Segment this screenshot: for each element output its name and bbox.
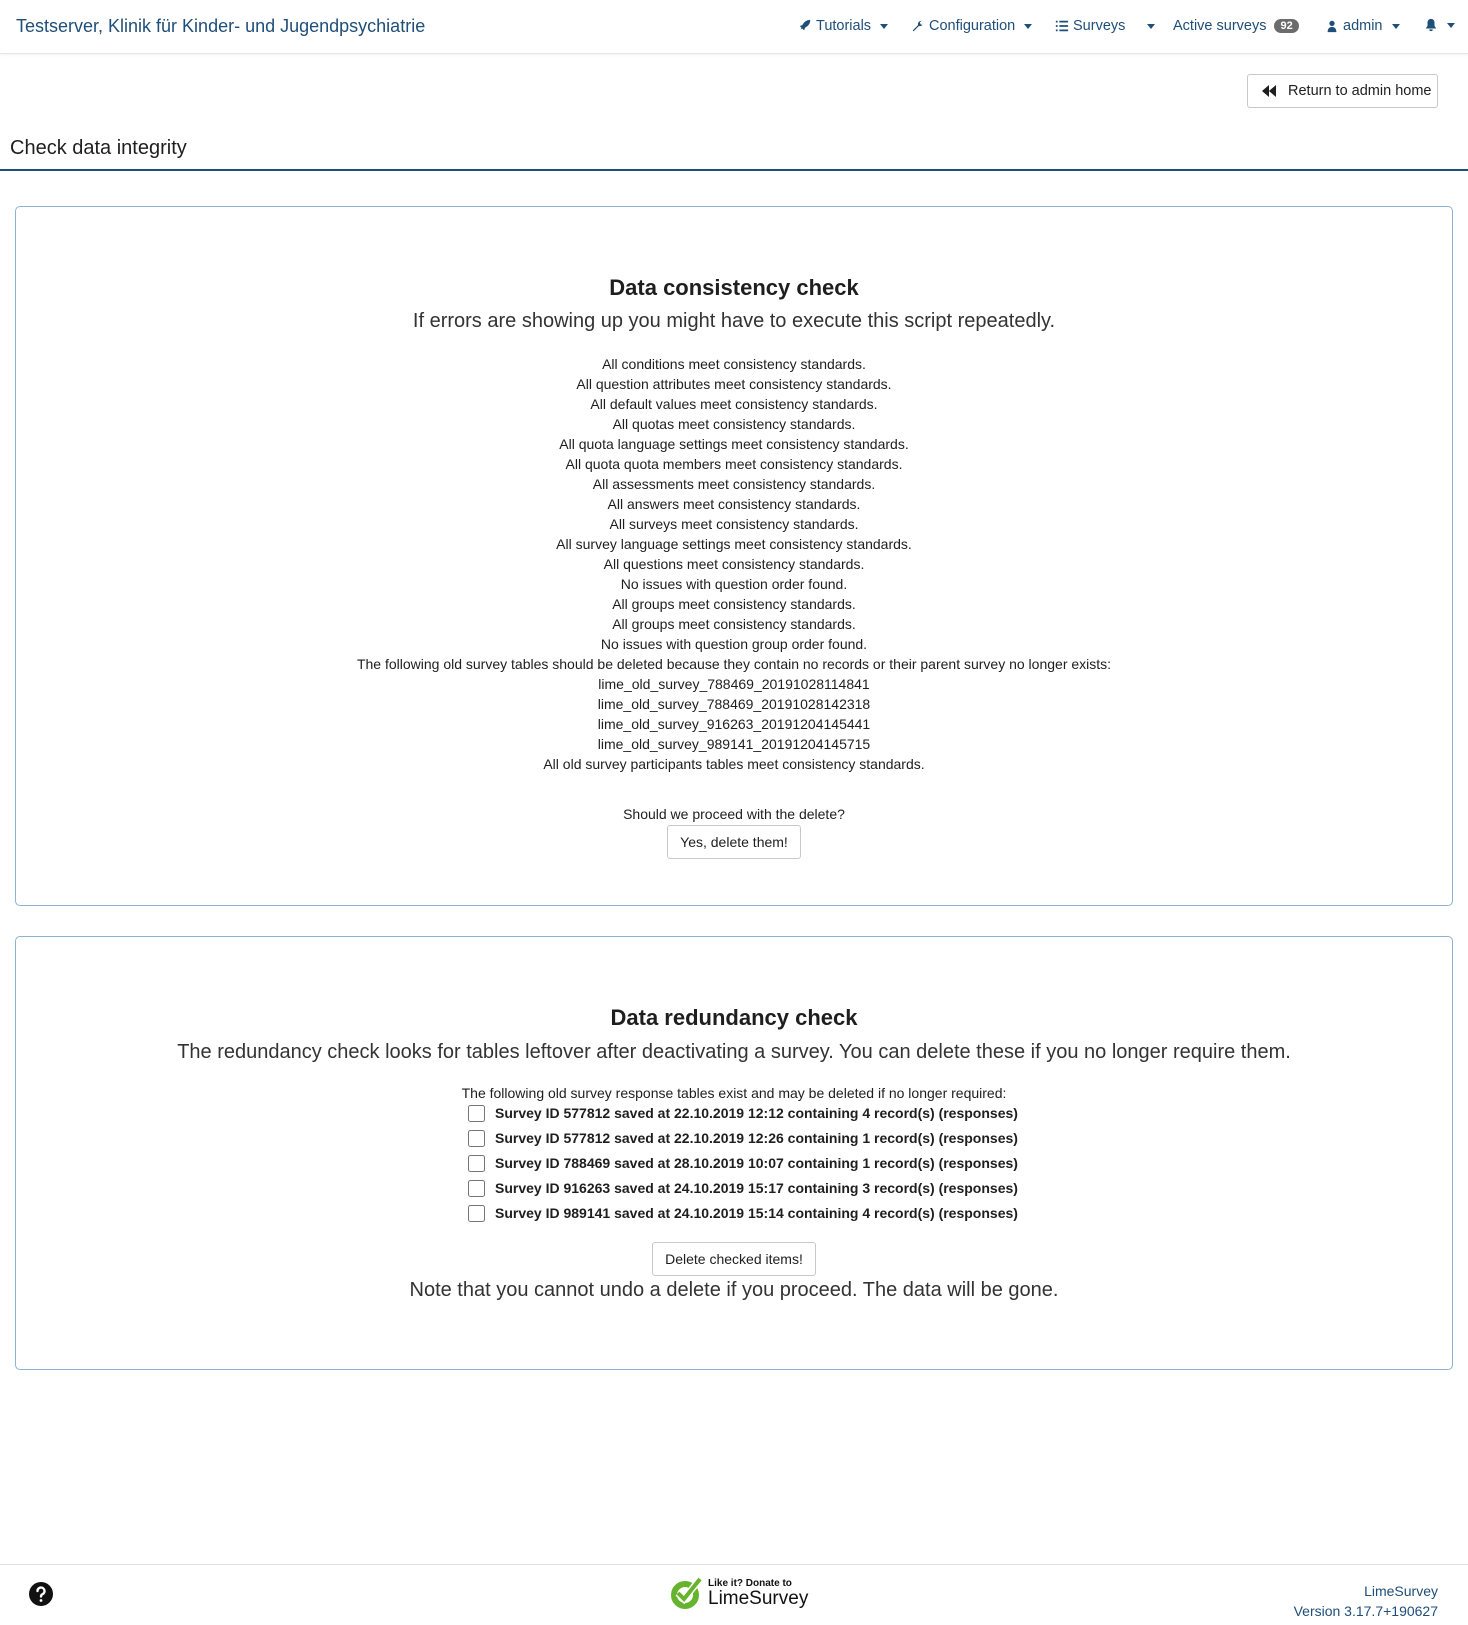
- nav-user-label: admin: [1343, 18, 1383, 34]
- consistency-line: All quota quota members meet consistency standards.: [565, 456, 903, 472]
- yes-delete-button[interactable]: Yes, delete them!: [667, 825, 801, 859]
- redundancy-intro: The following old survey response tables exist and may be deleted if no longer required:: [461, 1085, 1007, 1101]
- nav-tutorials-label: Tutorials: [816, 18, 872, 34]
- consistency-line: All conditions meet consistency standards.: [602, 356, 866, 372]
- active-surveys-count-badge: 92: [1274, 19, 1298, 33]
- title-divider: [0, 169, 1468, 171]
- consistency-line: All assessments meet consistency standards.: [592, 476, 876, 492]
- table-item-label: Survey ID 577812 saved at 22.10.2019 12:12 containing 4 record(s) (responses): [495, 1105, 1018, 1121]
- chevron-down-icon: [880, 24, 888, 29]
- consistency-line: All survey language settings meet consistency standards.: [556, 536, 912, 552]
- consistency-line: All quotas meet consistency standards.: [612, 416, 856, 432]
- redundancy-title: Data redundancy check: [610, 1005, 858, 1030]
- nav-surveys[interactable]: [1055, 18, 1125, 34]
- limesurvey-logo-icon: [670, 1575, 704, 1611]
- list-item[interactable]: [468, 1152, 1018, 1174]
- nav-tutorials[interactable]: [798, 18, 888, 34]
- consistency-line: All answers meet consistency standards.: [607, 496, 861, 512]
- chevron-down-icon: [1447, 23, 1455, 28]
- table-item-label: Survey ID 916263 saved at 24.10.2019 15:17 containing 3 record(s) (responses): [495, 1180, 1018, 1196]
- nav-active-surveys[interactable]: [1173, 18, 1299, 34]
- nav-notifications[interactable]: [1424, 18, 1455, 32]
- nav-surveys-label: Surveys: [1073, 18, 1126, 34]
- consistency-line: No issues with question group order found.: [600, 636, 868, 652]
- donate-logo[interactable]: [670, 1575, 808, 1611]
- wrench-icon: [911, 19, 925, 33]
- rocket-icon: [798, 19, 812, 33]
- consistency-results: [16, 354, 1452, 774]
- list-item[interactable]: [468, 1202, 1018, 1224]
- chevron-down-icon: [1024, 24, 1032, 29]
- proceed-question: Should we proceed with the delete?: [623, 806, 845, 822]
- table-item-label: Survey ID 989141 saved at 24.10.2019 15:14 containing 4 record(s) (responses): [495, 1205, 1018, 1221]
- old-table-name: lime_old_survey_989141_20191204145715: [597, 736, 871, 752]
- table-item-label: Survey ID 577812 saved at 22.10.2019 12:26 containing 1 record(s) (responses): [495, 1130, 1018, 1146]
- redundancy-warning: Note that you cannot undo a delete if you proceed. The data will be gone.: [409, 1279, 1059, 1301]
- list-item[interactable]: [468, 1127, 1018, 1149]
- nav-user[interactable]: [1325, 18, 1400, 34]
- consistency-title: Data consistency check: [609, 275, 859, 300]
- old-table-name: lime_old_survey_788469_20191028142318: [597, 696, 871, 712]
- old-table-name: lime_old_survey_788469_20191028114841: [598, 676, 870, 692]
- consistency-line: All groups meet consistency standards.: [612, 616, 856, 632]
- consistency-line: The following old survey tables should be deleted because they contain no records or their parent survey no longer exists:: [356, 656, 1112, 672]
- consistency-line: All questions meet consistency standards.: [603, 556, 865, 572]
- consistency-line: All default values meet consistency standards.: [590, 396, 878, 412]
- footer-version-info: [1294, 1581, 1438, 1621]
- user-icon: [1325, 19, 1339, 33]
- nav-active-surveys-label: Active surveys: [1173, 18, 1267, 34]
- chevron-down-icon: [1147, 24, 1155, 29]
- table-item-label: Survey ID 788469 saved at 28.10.2019 10:07 containing 1 record(s) (responses): [495, 1155, 1018, 1171]
- site-brand[interactable]: Testserver, Klinik für Kinder- und Jugendpsychiatrie: [16, 16, 426, 36]
- list-item[interactable]: [468, 1177, 1018, 1199]
- chevron-down-icon: [1392, 24, 1400, 29]
- redundancy-check-panel: [15, 936, 1453, 1370]
- table-checkbox[interactable]: [468, 1105, 485, 1122]
- consistency-line: All groups meet consistency standards.: [612, 596, 856, 612]
- donate-brand-text: LimeSurvey: [708, 1587, 809, 1609]
- nav-configuration[interactable]: [911, 18, 1032, 34]
- backward-icon: [1262, 85, 1276, 97]
- list-icon: [1055, 19, 1069, 33]
- help-icon[interactable]: [28, 1581, 54, 1607]
- consistency-line: All old survey participants tables meet consistency standards.: [543, 756, 925, 772]
- table-checkbox[interactable]: [468, 1130, 485, 1147]
- top-navbar: [0, 0, 1468, 54]
- old-table-name: lime_old_survey_916263_20191204145441: [597, 716, 871, 732]
- table-checkbox[interactable]: [468, 1155, 485, 1172]
- consistency-lead: If errors are showing up you might have to execute this script repeatedly.: [412, 310, 1056, 332]
- page-footer: [0, 1564, 1468, 1625]
- consistency-line: No issues with question order found.: [620, 576, 848, 592]
- product-link[interactable]: LimeSurvey: [1364, 1583, 1438, 1599]
- consistency-line: All quota language settings meet consistency standards.: [559, 436, 909, 452]
- list-item[interactable]: [468, 1102, 1018, 1124]
- consistency-line: All question attributes meet consistency standards.: [576, 376, 892, 392]
- nav-surveys-dropdown[interactable]: [1142, 24, 1155, 29]
- version-text: Version 3.17.7+190627: [1293, 1603, 1438, 1619]
- donate-small-text: Like it? Donate to: [708, 1577, 792, 1589]
- nav-configuration-label: Configuration: [929, 18, 1016, 34]
- redundancy-lead: The redundancy check looks for tables leftover after deactivating a survey. You can delete these if you no longer require them.: [177, 1041, 1291, 1063]
- delete-checked-button[interactable]: Delete checked items!: [652, 1242, 816, 1276]
- redundancy-actions: [16, 1242, 1452, 1276]
- return-admin-home-label: Return to admin home: [1288, 83, 1432, 99]
- table-checkbox[interactable]: [468, 1205, 485, 1222]
- consistency-check-panel: [15, 206, 1453, 906]
- consistency-line: All surveys meet consistency standards.: [609, 516, 859, 532]
- table-checkbox[interactable]: [468, 1180, 485, 1197]
- bell-icon: [1424, 18, 1438, 32]
- page-title: Check data integrity: [10, 137, 187, 159]
- return-admin-home-button[interactable]: [1247, 74, 1438, 108]
- consistency-actions: [16, 825, 1452, 859]
